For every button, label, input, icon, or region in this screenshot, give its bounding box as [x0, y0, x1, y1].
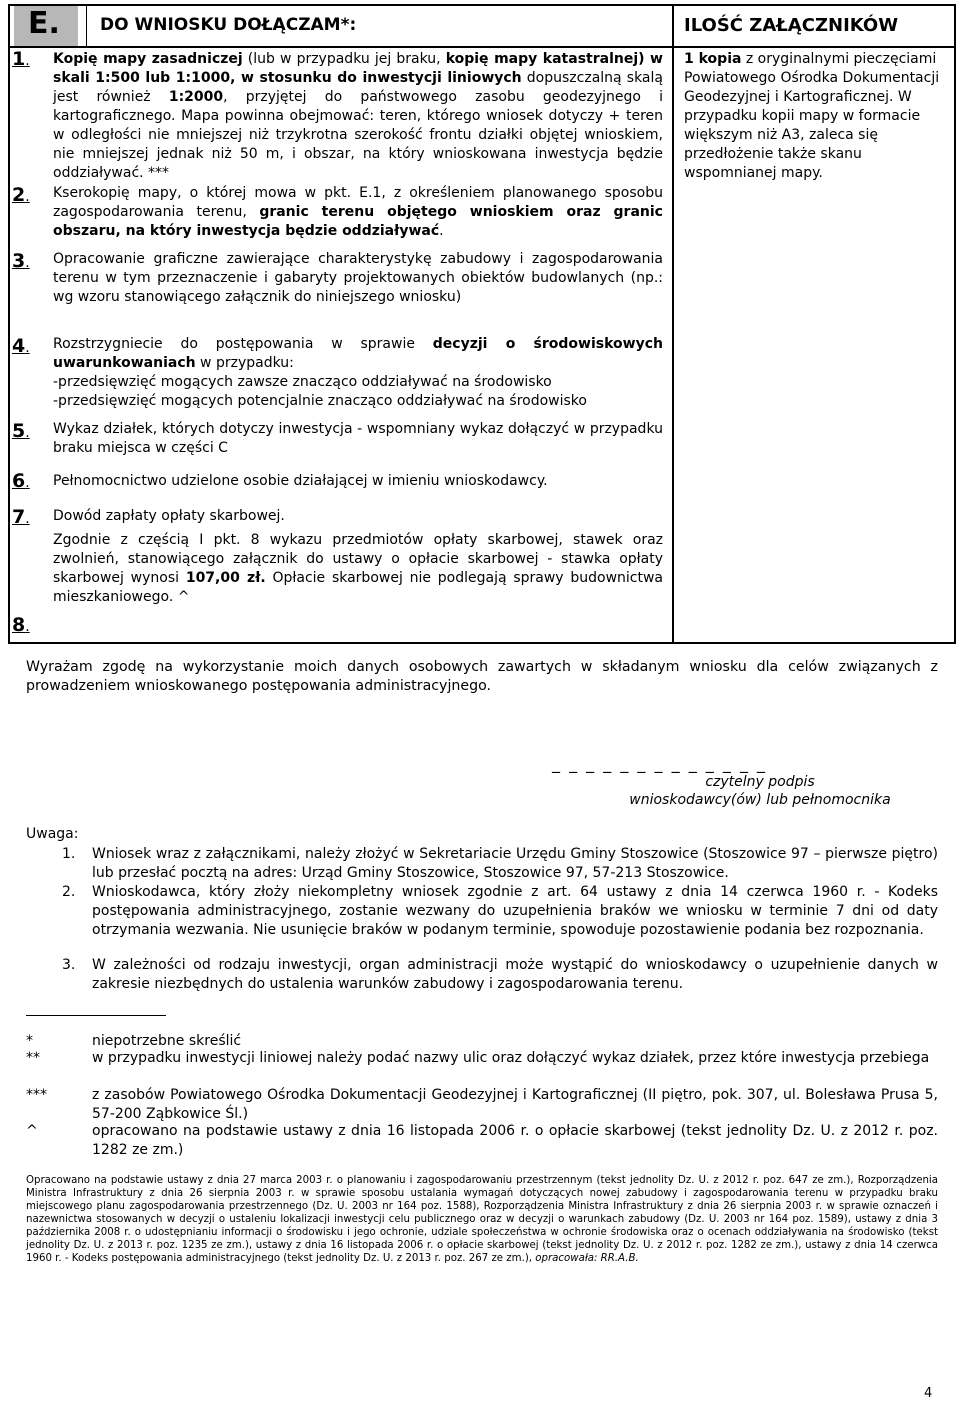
item-number-5: 5. [12, 420, 30, 442]
footnote-4 [26, 1122, 938, 1160]
footnote-symbol: * [26, 1033, 33, 1049]
note-number: 2. [62, 884, 76, 900]
item-text-1: Kopię mapy zasadniczej (lub w przypadku jej braku, kopię mapy katastralnej) w skali 1:500 lub 1:1000, w stosunku do inwestycji liniowych dopuszczalną skalą jest również 1:2000, przyjętej do państwowego zasobu geodezyjnego i kartograficznego. Mapa powinna obejmować: teren, którego wniosek dotyczy + teren w odległości nie mniejszej niż trzykrotna szerokość frontu działki objętej wnioskiem, nie mniejszej jednak niż 50 m, i obszar, na który wnioskowana inwestycja będzie oddziaływać. *** [53, 51, 663, 181]
signature-label-1: czytelny podpis [705, 774, 815, 790]
signature-line: _ _ _ _ _ _ _ _ _ _ _ _ _ [552, 754, 768, 773]
note-1 [62, 845, 938, 883]
item-number-3: 3. [12, 250, 30, 272]
item-number-7: 7. [12, 506, 30, 528]
footnote-text: w przypadku inwestycji liniowej należy podać nazwy ulic oraz dołączyć wykaz działek, przez które inwestycja przebiega [92, 1050, 930, 1066]
page-number: 4 [924, 1386, 933, 1401]
footnote-symbol: *** [26, 1087, 47, 1103]
item-number-8: 8. [12, 614, 30, 636]
notes-heading: Uwaga: [26, 826, 79, 842]
item-text-2: Kserokopię mapy, o której mowa w pkt. E.1, z określeniem planowanego sposobu zagospodarowania terenu, granic terenu objętego wnioskiem oraz granic obszaru, na który inwestycja będzie oddziaływać. [53, 185, 663, 239]
section-title: DO WNIOSKU DOŁĄCZAM*: [100, 15, 357, 35]
item-text-5: Wykaz działek, których dotyczy inwestycja - wspomniany wykaz dołączyć w przypadku braku miejsca w części C [53, 421, 663, 456]
footnote-symbol: ^ [26, 1123, 38, 1139]
footnote-separator [26, 1015, 166, 1016]
attachments-count-note: 1 kopia z oryginalnymi pieczęciami Powiatowego Ośrodka Dokumentacji Geodezyjnej i Kartograficznej. W przypadku kopii mapy w formacie większym niż A3, zaleca się przedłożenie także skanu wspomnianej mapy. [684, 51, 940, 181]
item-number-6: 6. [12, 470, 30, 492]
note-3 [62, 956, 938, 994]
section-letter: E. [28, 6, 60, 41]
footnote-3 [26, 1086, 938, 1124]
item-text-7: Dowód zapłaty opłaty skarbowej. Zgodnie z częścią I pkt. 8 wykazu przedmiotów opłaty skarbowej, stawek oraz zwolnień, stanowiącego załącznik do ustawy o opłacie skarbowej - stawka opłaty skarbowej wynosi 107,00 zł. Opłacie skarbowej nie podlegają sprawy budownictwa mieszkaniowego. ^ [53, 508, 664, 605]
note-text: W zależności od rodzaju inwestycji, organ administracji może wystąpić do wnioskodawcy o uzupełnienie danych w zakresie niezbędnych do ustalenia warunków zabudowy i zagospodarowania terenu. [92, 957, 938, 992]
item-number-4: 4. [12, 335, 30, 357]
footnote-text: opracowano na podstawie ustawy z dnia 16 listopada 2006 r. o opłacie skarbowej (tekst jednolity Dz. U. z 2012 r. poz. 1282 ze zm.) [92, 1123, 938, 1158]
table-border-top [8, 4, 956, 6]
signature-caption [600, 773, 920, 809]
table-border-bottom [8, 642, 956, 644]
table-border-right [954, 4, 956, 644]
item-text-3: Opracowanie graficzne zawierające charakterystykę zabudowy i zagospodarowania terenu w tym przeznaczenie i gabaryty projektowanych obiektów budowlanych (np.: wg wzoru stanowiącego załącznik do niniejszego wniosku) [53, 251, 663, 305]
footnote-text: z zasobów Powiatowego Ośrodka Dokumentacji Geodezyjnej i Kartograficznej (II piętro, pok. 307, ul. Bolesława Prusa 5, 57-200 Ząbkowice Śl.) [92, 1087, 938, 1122]
attachments-count-header: ILOŚĆ ZAŁĄCZNIKÓW [684, 15, 899, 36]
data-consent-statement: Wyrażam zgodę na wykorzystanie moich danych osobowych zawartych w składanym wniosku dla celów związanych z prowadzeniem wnioskowanego postępowania administracyjnego. [26, 659, 938, 694]
note-number: 1. [62, 846, 76, 862]
note-text: Wnioskodawca, który złoży niekompletny wniosek zgodnie z art. 64 ustawy z dnia 14 czerwca 1960 r. - Kodeks postępowania administracyjnego, zostanie wezwany do uzupełnienia braków we wniosku w terminie 7 dni od daty otrzymania wezwania. Nie usunięcie braków w podanym terminie, spowoduje pozostawienie podania bez rozpoznania. [92, 884, 938, 938]
table-divider-column [672, 4, 674, 644]
signature-label-2: wnioskodawcy(ów) lub pełnomocnika [629, 792, 891, 808]
footnote-text: niepotrzebne skreślić [92, 1033, 242, 1049]
section-label-box [14, 6, 78, 46]
note-2 [62, 883, 938, 940]
legal-basis-text: Opracowano na podstawie ustawy z dnia 27 marca 2003 r. o planowaniu i zagospodarowaniu przestrzennym (tekst jednolity Dz. U. z 2012 r. poz. 647 ze zm.), Rozporządzenia Ministra Infrastruktury z dnia 26 sierpnia 2003 r. w sprawie sposobu ustalania wymagań dotyczących nowej zabudowy i zagospodarowania terenu w przypadku braku miejscowego planu zagospodarowania przestrzennego (Dz. U. 2003 nr 164 poz. 1588), Rozporządzenia Ministra Infrastruktury z dnia 26 sierpnia 2003 r. w sprawie oznaczeń i nazewnictwa stosowanych w decyzji o ustaleniu lokalizacji inwestycji celu publicznego oraz w decyzji o warunkach zabudowy (Dz. U. 2003 nr 164 poz. 1589), ustawy z dnia 3 października 2008 r. o udostępnianiu informacji o środowisku i jego ochronie, udziale społeczeństwa w ochronie środowiska oraz o ocenach oddziaływania na środowisko (tekst jednolity Dz. U. z 2013 r. poz. 1235 ze zm.), ustawy z dnia 16 listopada 2006 r. o opłacie skarbowej (tekst jednolity Dz. U. z 2012 r. poz. 1282 ze zm.), ustawy z dnia 14 czerwca 1960 r. - Kodeks postępowania administracyjnego (tekst jednolity Dz. U. z 2013 r. poz. 267 ze zm.), opracowała: RR.A.B. [26, 1175, 938, 1264]
item-text-4: Rozstrzygniecie do postępowania w sprawie decyzji o środowiskowych uwarunkowaniach w przypadku: -przedsięwzięć mogących zawsze znacząco oddziaływać na środowisko -przedsięwzięć mogących potencjalnie znacząco oddziaływać na środowisko [53, 336, 663, 409]
note-text: Wniosek wraz z załącznikami, należy złożyć w Sekretariacie Urzędu Gminy Stoszowice (Stoszowice 97 – pierwsze piętro) lub przesłać pocztą na adres: Urząd Gminy Stoszowice, Stoszowice 97, 57-213 Stoszowice. [92, 846, 938, 881]
table-border-left [8, 4, 10, 644]
footnote-2 [26, 1049, 938, 1068]
item-number-1: 1. [12, 48, 30, 70]
note-number: 3. [62, 957, 76, 973]
table-divider-e [86, 4, 87, 48]
table-divider-header [8, 46, 956, 48]
item-number-2: 2. [12, 184, 30, 206]
footnote-symbol: ** [26, 1050, 40, 1066]
item-text-6: Pełnomocnictwo udzielone osobie działającej w imieniu wnioskodawcy. [53, 473, 548, 489]
